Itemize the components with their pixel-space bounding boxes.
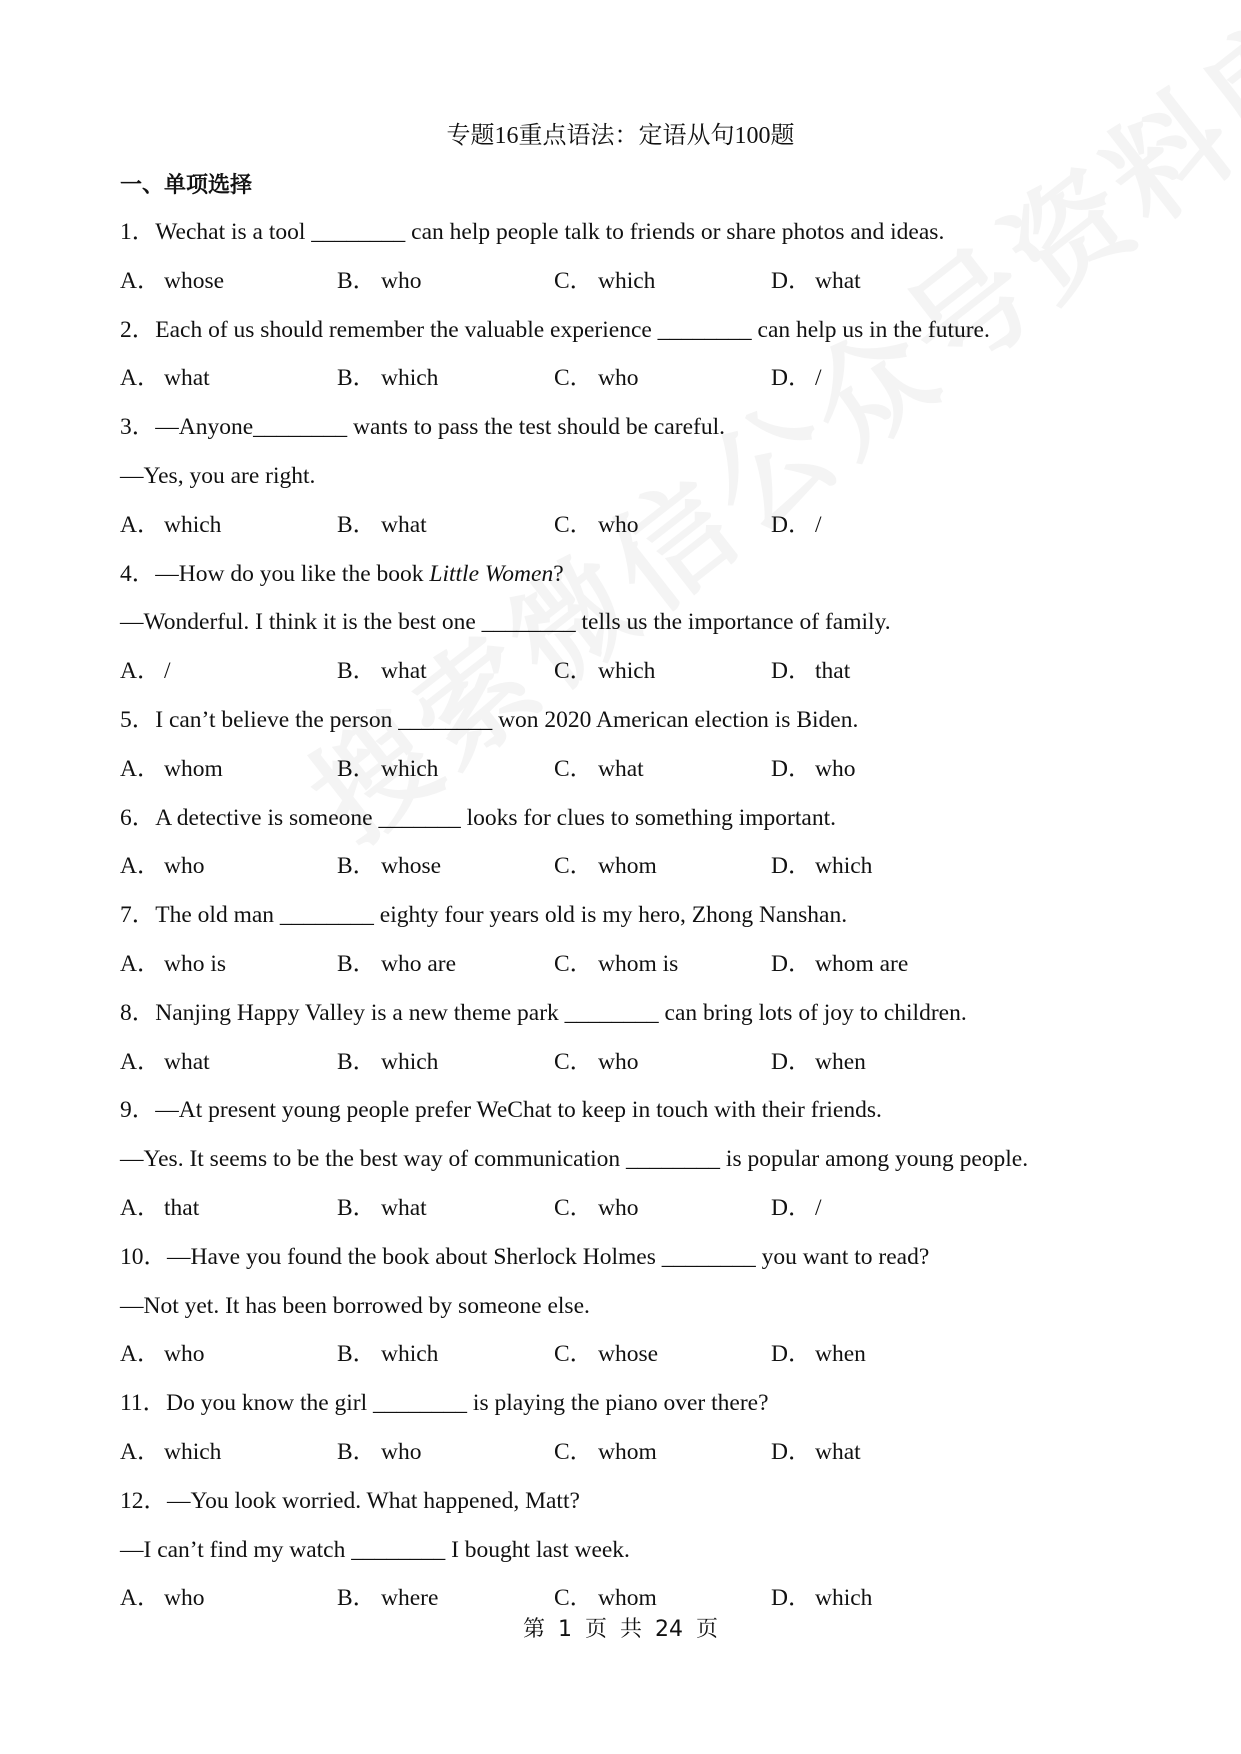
- option-text: whom: [598, 1438, 657, 1465]
- answer-options: [120, 1434, 1130, 1483]
- question-stem: 11．Do you know the girl ________ is playing the piano over there?: [120, 1390, 769, 1417]
- question-item: [120, 1385, 1130, 1483]
- answer-options: [120, 1190, 1130, 1239]
- answer-options: [120, 751, 1130, 800]
- answer-option: [771, 1434, 988, 1483]
- option-letter: A．: [120, 853, 161, 880]
- option-letter: A．: [120, 365, 161, 392]
- option-text: which: [381, 1048, 439, 1075]
- answer-option: [554, 1434, 771, 1483]
- option-text: which: [381, 1341, 439, 1368]
- option-text: what: [815, 267, 861, 294]
- question-stem: 12．—You look worried. What happened, Matt?: [120, 1487, 580, 1514]
- option-text: what: [164, 365, 210, 392]
- question-dialogue-line: —Yes. It seems to be the best way of communication ________ is popular among young people.: [120, 1146, 1029, 1173]
- answer-option: [771, 653, 988, 702]
- option-text: who: [164, 1585, 205, 1612]
- option-letter: A．: [120, 1194, 161, 1221]
- option-letter: C．: [554, 1438, 594, 1465]
- option-text: that: [164, 1194, 200, 1221]
- answer-options: [120, 946, 1130, 995]
- book-title: Little Women: [429, 560, 554, 587]
- question-dialogue-line: —Not yet. It has been borrowed by someone else.: [120, 1292, 590, 1319]
- option-letter: B．: [337, 658, 377, 685]
- answer-option: [337, 1336, 554, 1385]
- page-footer: 第 1 页 共 24 页: [523, 1617, 718, 1642]
- option-text: whom: [598, 1585, 657, 1612]
- question-item: [120, 409, 1130, 555]
- answer-option: [337, 1190, 554, 1239]
- question-item: [120, 556, 1130, 702]
- option-text: whom: [598, 853, 657, 880]
- question-stem: 10．—Have you found the book about Sherlock Holmes ________ you want to read?: [120, 1243, 930, 1270]
- answer-option: [554, 360, 771, 409]
- question-list: [120, 214, 1130, 1629]
- answer-option: [554, 1044, 771, 1093]
- option-text: who: [598, 365, 639, 392]
- option-text: where: [381, 1585, 439, 1612]
- option-letter: A．: [120, 755, 161, 782]
- answer-option: [120, 1190, 337, 1239]
- answer-option: [771, 263, 988, 312]
- option-letter: B．: [337, 1194, 377, 1221]
- option-text: who: [164, 853, 205, 880]
- answer-option: [120, 848, 337, 897]
- answer-options: [120, 1044, 1130, 1093]
- option-text: which: [598, 658, 656, 685]
- answer-option: [120, 653, 337, 702]
- question-stem: 9．—At present young people prefer WeChat to keep in touch with their friends.: [120, 1097, 882, 1124]
- answer-options: [120, 360, 1130, 409]
- option-letter: B．: [337, 1438, 377, 1465]
- option-letter: D．: [771, 267, 812, 294]
- option-letter: B．: [337, 267, 377, 294]
- option-letter: A．: [120, 658, 161, 685]
- answer-options: [120, 1336, 1130, 1385]
- answer-option: [120, 1336, 337, 1385]
- option-text: which: [164, 1438, 222, 1465]
- option-letter: D．: [771, 1438, 812, 1465]
- answer-options: [120, 848, 1130, 897]
- answer-option: [337, 360, 554, 409]
- question-dialogue-line: —Yes, you are right.: [120, 462, 316, 489]
- answer-option: [337, 653, 554, 702]
- answer-option: [120, 946, 337, 995]
- option-text: whom: [164, 755, 223, 782]
- question-item: [120, 995, 1130, 1093]
- answer-option: [771, 1044, 988, 1093]
- answer-option: [554, 946, 771, 995]
- question-item: [120, 800, 1130, 898]
- answer-option: [771, 507, 988, 556]
- answer-option: [337, 751, 554, 800]
- question-stem: 6．A detective is someone _______ looks for clues to something important.: [120, 804, 836, 831]
- question-stem: 3．—Anyone________ wants to pass the test should be careful.: [120, 414, 726, 441]
- question-item: [120, 1092, 1130, 1238]
- question-stem: 4．—How do you like the book Little Women?: [120, 560, 564, 587]
- option-text: who: [164, 1341, 205, 1368]
- question-dialogue-line: —I can’t find my watch ________ I bought last week.: [120, 1536, 630, 1563]
- option-letter: D．: [771, 853, 812, 880]
- answer-option: [337, 1434, 554, 1483]
- option-text: what: [164, 1048, 210, 1075]
- answer-option: [771, 751, 988, 800]
- option-letter: C．: [554, 267, 594, 294]
- option-text: whose: [164, 267, 225, 294]
- option-letter: B．: [337, 365, 377, 392]
- option-letter: C．: [554, 511, 594, 538]
- answer-option: [771, 360, 988, 409]
- option-letter: B．: [337, 1341, 377, 1368]
- question-dialogue-line: —Wonderful. I think it is the best one ________ tells us the importance of family.: [120, 609, 891, 636]
- option-text: what: [381, 1194, 427, 1221]
- answer-option: [554, 653, 771, 702]
- answer-option: [120, 1434, 337, 1483]
- option-letter: B．: [337, 853, 377, 880]
- option-letter: C．: [554, 365, 594, 392]
- question-item: [120, 702, 1130, 800]
- option-text: whose: [381, 853, 442, 880]
- option-text: what: [598, 755, 644, 782]
- answer-option: [120, 507, 337, 556]
- option-text: which: [598, 267, 656, 294]
- option-letter: C．: [554, 658, 594, 685]
- option-text: who: [598, 511, 639, 538]
- answer-options: [120, 507, 1130, 556]
- answer-option: [771, 848, 988, 897]
- option-text: who: [815, 755, 856, 782]
- option-text: whose: [598, 1341, 659, 1368]
- option-letter: D．: [771, 1585, 812, 1612]
- document-title: 专题16重点语法：定语从句100题: [446, 123, 795, 149]
- question-stem: 8．Nanjing Happy Valley is a new theme park ________ can bring lots of joy to children.: [120, 999, 967, 1026]
- question-item: [120, 897, 1130, 995]
- answer-option: [554, 263, 771, 312]
- question-item: [120, 1483, 1130, 1629]
- answer-option: [554, 507, 771, 556]
- option-letter: B．: [337, 511, 377, 538]
- option-letter: B．: [337, 1048, 377, 1075]
- question-stem: 7．The old man ________ eighty four years old is my hero, Zhong Nanshan.: [120, 902, 848, 929]
- answer-options: [120, 263, 1130, 312]
- answer-option: [337, 946, 554, 995]
- option-text: which: [381, 755, 439, 782]
- option-letter: B．: [337, 755, 377, 782]
- option-text: which: [815, 1585, 873, 1612]
- answer-option: [120, 263, 337, 312]
- answer-option: [120, 360, 337, 409]
- option-text: when: [815, 1048, 866, 1075]
- option-text: who: [381, 267, 422, 294]
- option-text: /: [815, 511, 822, 538]
- answer-option: [771, 946, 988, 995]
- option-letter: C．: [554, 1341, 594, 1368]
- question-item: [120, 214, 1130, 312]
- option-letter: A．: [120, 267, 161, 294]
- option-letter: C．: [554, 755, 594, 782]
- option-text: who is: [164, 950, 227, 977]
- option-text: which: [164, 511, 222, 538]
- option-letter: C．: [554, 950, 594, 977]
- option-letter: A．: [120, 1438, 161, 1465]
- option-letter: D．: [771, 950, 812, 977]
- question-item: [120, 312, 1130, 410]
- answer-options: [120, 653, 1130, 702]
- answer-option: [554, 848, 771, 897]
- answer-option: [120, 1044, 337, 1093]
- answer-option: [337, 507, 554, 556]
- option-text: when: [815, 1341, 866, 1368]
- option-text: who are: [381, 950, 457, 977]
- answer-option: [771, 1336, 988, 1385]
- option-text: which: [815, 853, 873, 880]
- option-letter: B．: [337, 1585, 377, 1612]
- option-text: /: [815, 1194, 822, 1221]
- option-letter: D．: [771, 365, 812, 392]
- option-letter: D．: [771, 658, 812, 685]
- question-item: [120, 1239, 1130, 1385]
- option-letter: A．: [120, 1341, 161, 1368]
- option-text: who: [598, 1194, 639, 1221]
- answer-option: [771, 1190, 988, 1239]
- option-text: that: [815, 658, 851, 685]
- option-letter: C．: [554, 1048, 594, 1075]
- option-text: what: [381, 658, 427, 685]
- option-text: what: [815, 1438, 861, 1465]
- option-letter: D．: [771, 755, 812, 782]
- answer-option: [554, 1336, 771, 1385]
- option-text: who: [598, 1048, 639, 1075]
- section-heading: 一、单项选择: [120, 173, 253, 198]
- answer-option: [337, 1044, 554, 1093]
- option-text: /: [164, 658, 171, 685]
- option-letter: C．: [554, 1194, 594, 1221]
- option-letter: A．: [120, 511, 161, 538]
- option-text: whom is: [598, 950, 679, 977]
- answer-option: [554, 751, 771, 800]
- option-letter: D．: [771, 511, 812, 538]
- question-stem: 5．I can’t believe the person ________ won 2020 American election is Biden.: [120, 706, 859, 733]
- option-letter: D．: [771, 1341, 812, 1368]
- answer-option: [554, 1190, 771, 1239]
- option-letter: D．: [771, 1194, 812, 1221]
- option-letter: B．: [337, 950, 377, 977]
- option-text: what: [381, 511, 427, 538]
- question-stem: 2．Each of us should remember the valuable experience ________ can help us in the future.: [120, 316, 990, 343]
- question-stem: 1．Wechat is a tool ________ can help people talk to friends or share photos and ideas.: [120, 219, 945, 245]
- option-text: /: [815, 365, 822, 392]
- option-text: whom are: [815, 950, 909, 977]
- option-text: who: [381, 1438, 422, 1465]
- option-letter: C．: [554, 853, 594, 880]
- answer-option: [337, 848, 554, 897]
- option-letter: A．: [120, 1585, 161, 1612]
- option-letter: A．: [120, 950, 161, 977]
- answer-option: [120, 751, 337, 800]
- option-letter: C．: [554, 1585, 594, 1612]
- option-letter: A．: [120, 1048, 161, 1075]
- option-letter: D．: [771, 1048, 812, 1075]
- option-text: which: [381, 365, 439, 392]
- answer-option: [337, 263, 554, 312]
